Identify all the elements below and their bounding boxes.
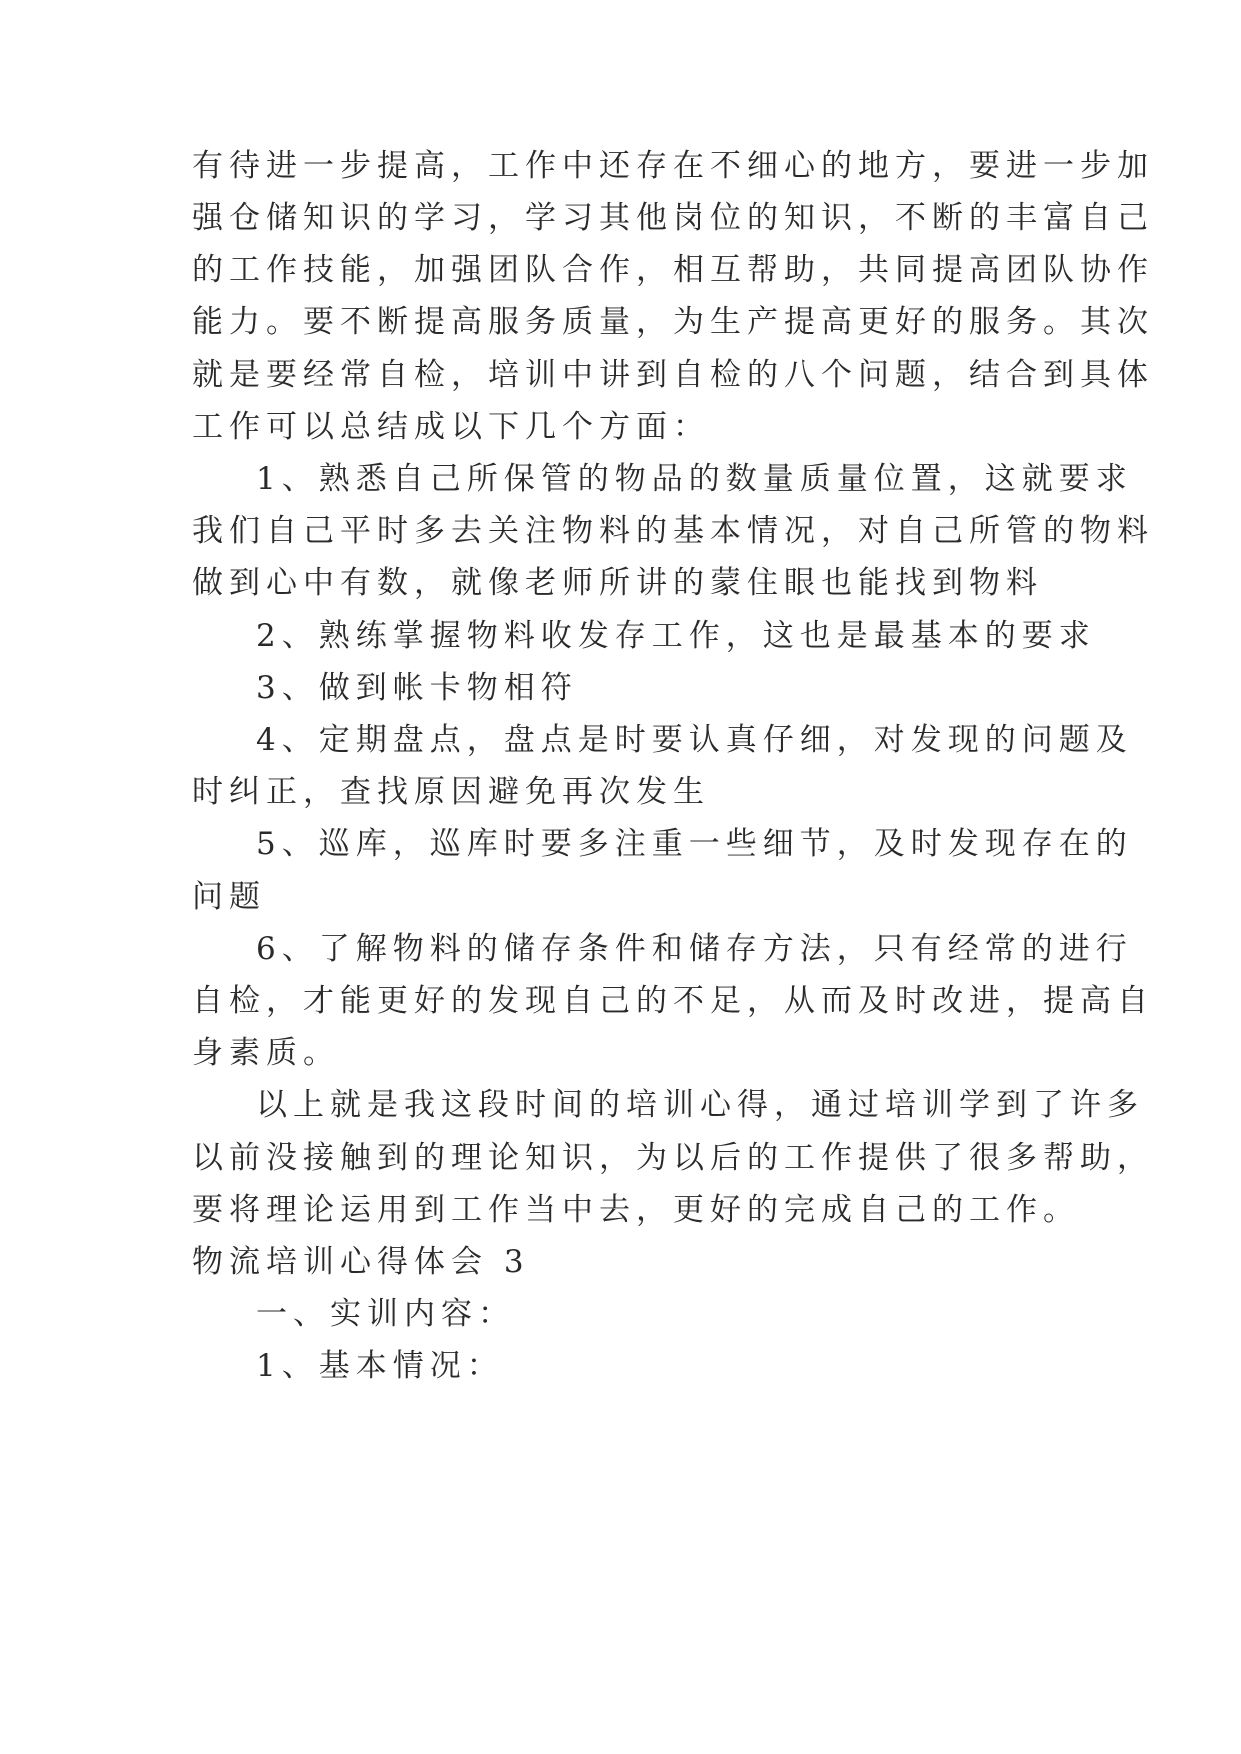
section-heading: 物流培训心得体会 3 xyxy=(192,1244,530,1280)
text-line: 强仓储知识的学习，学习其他岗位的知识，不断的丰富自己 xyxy=(192,200,1154,236)
paragraph-line: 以上就是我这段时间的培训心得，通过培训学到了许多 xyxy=(256,1087,1144,1123)
list-item: 4、定期盘点，盘点是时要认真仔细，对发现的问题及 xyxy=(256,722,1133,758)
list-item: 2、熟练掌握物料收发存工作，这也是最基本的要求 xyxy=(256,618,1096,654)
text-line: 就是要经常自检，培训中讲到自检的八个问题，结合到具体 xyxy=(192,357,1154,393)
text-line: 我们自己平时多去关注物料的基本情况，对自己所管的物料 xyxy=(192,513,1154,549)
text-line: 时纠正，查找原因避免再次发生 xyxy=(192,774,710,810)
subsection-heading: 1、基本情况： xyxy=(256,1348,504,1384)
text-line: 以前没接触到的理论知识，为以后的工作提供了很多帮助， xyxy=(192,1140,1154,1176)
list-item: 3、做到帐卡物相符 xyxy=(256,670,578,706)
text-line: 有待进一步提高，工作中还存在不细心的地方，要进一步加 xyxy=(192,148,1154,184)
text-line: 做到心中有数，就像老师所讲的蒙住眼也能找到物料 xyxy=(192,565,1043,601)
list-item: 5、巡库，巡库时要多注重一些细节，及时发现存在的 xyxy=(256,826,1133,862)
text-line: 身素质。 xyxy=(192,1035,340,1071)
text-line: 的工作技能，加强团队合作，相互帮助，共同提高团队协作 xyxy=(192,252,1154,288)
text-line: 工作可以总结成以下几个方面： xyxy=(192,409,710,445)
text-line: 要将理论运用到工作当中去，更好的完成自己的工作。 xyxy=(192,1192,1080,1228)
subsection-heading: 一、实训内容： xyxy=(256,1296,515,1332)
text-line: 自检，才能更好的发现自己的不足，从而及时改进，提高自 xyxy=(192,983,1154,1019)
text-line: 能力。要不断提高服务质量，为生产提高更好的服务。其次 xyxy=(192,304,1154,340)
list-item: 6、了解物料的储存条件和储存方法，只有经常的进行 xyxy=(256,931,1133,967)
list-item: 1、熟悉自己所保管的物品的数量质量位置，这就要求 xyxy=(256,461,1133,497)
text-line: 问题 xyxy=(192,879,266,915)
